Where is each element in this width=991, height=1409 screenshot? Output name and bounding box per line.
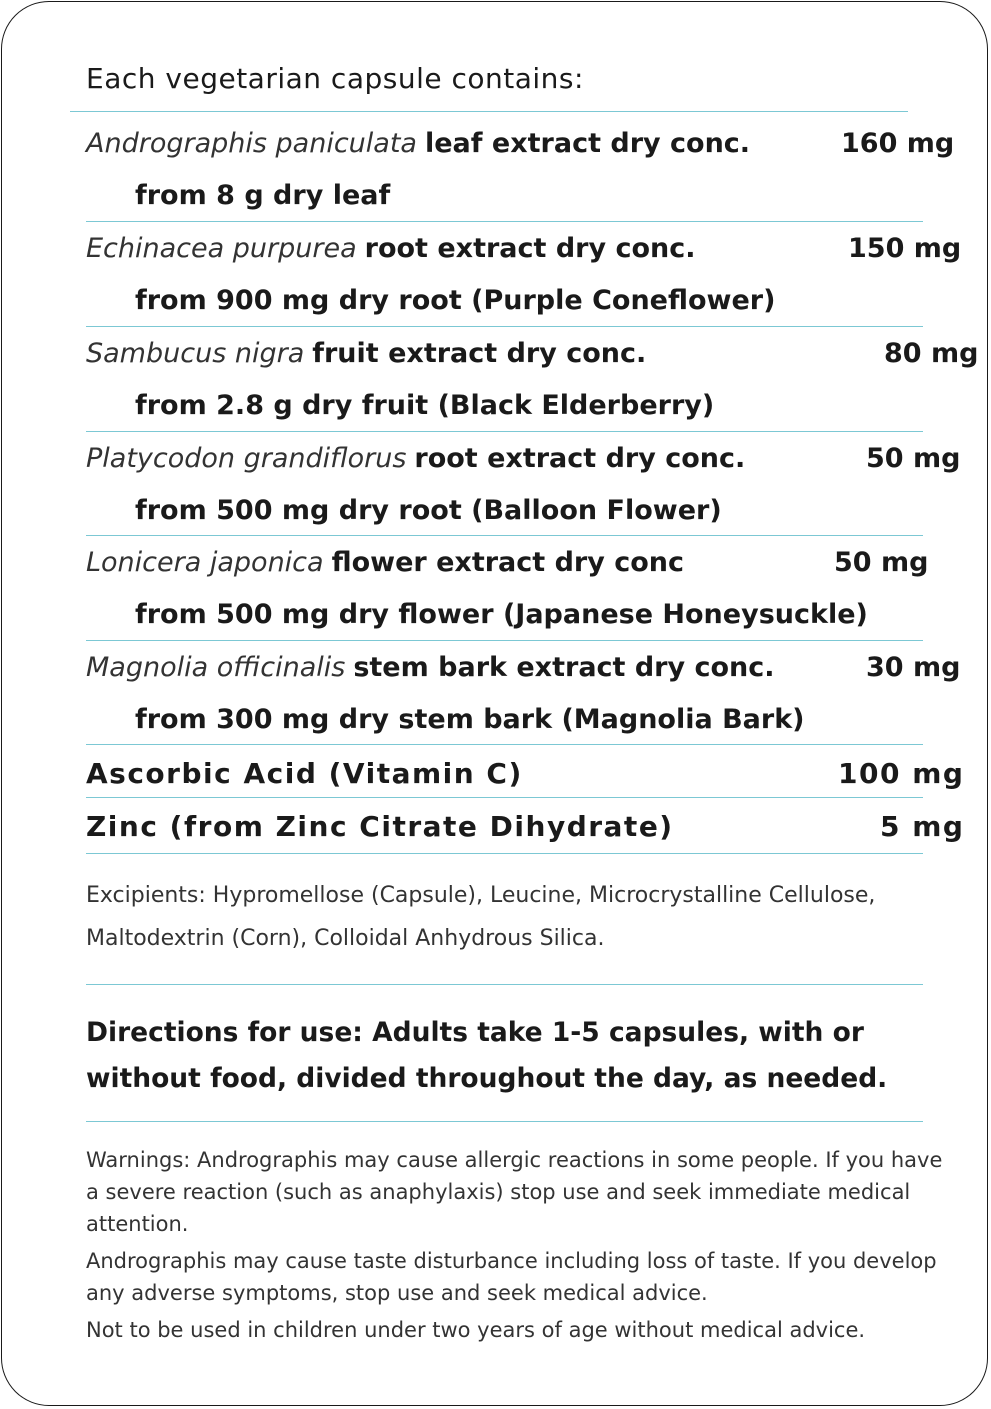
ingredient-source: from 500 mg dry root (Balloon Flower) [135, 495, 722, 526]
latin-name: Magnolia officinalis [86, 652, 346, 683]
extract-description: root extract dry conc. [364, 233, 696, 264]
ingredient-source: from 8 g dry leaf [135, 180, 391, 211]
zinc-amount: 5 mg [880, 810, 965, 843]
extract-description: stem bark extract dry conc. [353, 652, 775, 683]
excipients-text: Excipients: Hypromellose (Capsule), Leucine, Microcrystalline Cellulose, Maltodextrin (Corn), Colloidal Anhydrous Silica. [86, 883, 876, 951]
ingredient-row [86, 233, 696, 264]
zinc-name: Zinc (from Zinc Citrate Dihydrate) [86, 810, 674, 843]
warnings-block [86, 1144, 946, 1351]
label-card [1, 1, 988, 1406]
latin-name: Andrographis paniculata [86, 128, 417, 159]
vitamin-c-name: Ascorbic Acid (Vitamin C) [86, 757, 523, 790]
ingredient-source: from 2.8 g dry fruit (Black Elderberry) [135, 390, 715, 421]
divider [86, 326, 923, 327]
extract-description: root extract dry conc. [414, 443, 746, 474]
divider [86, 797, 923, 798]
divider [86, 853, 923, 854]
ingredient-source: from 500 mg dry flower (Japanese Honeysuckle) [135, 599, 868, 630]
ingredient-source: from 300 mg dry stem bark (Magnolia Bark) [135, 704, 805, 735]
divider [86, 744, 923, 745]
ingredient-amount: 30 mg [866, 652, 961, 683]
divider [86, 984, 923, 985]
ingredient-row [86, 652, 775, 683]
capsule-heading: Each vegetarian capsule contains: [86, 62, 584, 95]
latin-name: Lonicera japonica [86, 547, 324, 578]
divider [86, 535, 923, 536]
directions-text: Directions for use: Adults take 1-5 capsules, with or without food, divided throughout the day, as needed. [86, 1017, 888, 1094]
latin-name: Sambucus nigra [86, 338, 305, 369]
vitamin-c-amount: 100 mg [838, 757, 965, 790]
latin-name: Platycodon grandiflorus [86, 443, 407, 474]
divider [86, 221, 923, 222]
extract-description: fruit extract dry conc. [312, 338, 647, 369]
ingredient-amount: 160 mg [841, 128, 955, 159]
ingredient-amount: 50 mg [834, 547, 929, 578]
warning-paragraph: Andrographis may cause taste disturbance including loss of taste. If you develop any adverse symptoms, stop use and seek medical advice. [86, 1249, 937, 1305]
ingredient-row [86, 443, 745, 474]
warning-paragraph: Warnings: Andrographis may cause allergic reactions in some people. If you have a severe reaction (such as anaphylaxis) stop use and seek immediate medical attention. [86, 1148, 943, 1236]
ingredient-amount: 150 mg [848, 233, 962, 264]
divider [86, 1121, 923, 1122]
ingredient-amount: 50 mg [866, 443, 961, 474]
ingredient-row [86, 547, 684, 578]
divider [70, 111, 908, 112]
extract-description: flower extract dry conc [331, 547, 685, 578]
ingredient-amount: 80 mg [884, 338, 979, 369]
ingredient-source: from 900 mg dry root (Purple Coneflower) [135, 285, 776, 316]
latin-name: Echinacea purpurea [86, 233, 357, 264]
divider [86, 431, 923, 432]
extract-description: leaf extract dry conc. [424, 128, 751, 159]
ingredient-row [86, 128, 750, 159]
ingredient-row [86, 338, 646, 369]
warning-paragraph: Not to be used in children under two years of age without medical advice. [86, 1318, 866, 1342]
divider [86, 640, 923, 641]
